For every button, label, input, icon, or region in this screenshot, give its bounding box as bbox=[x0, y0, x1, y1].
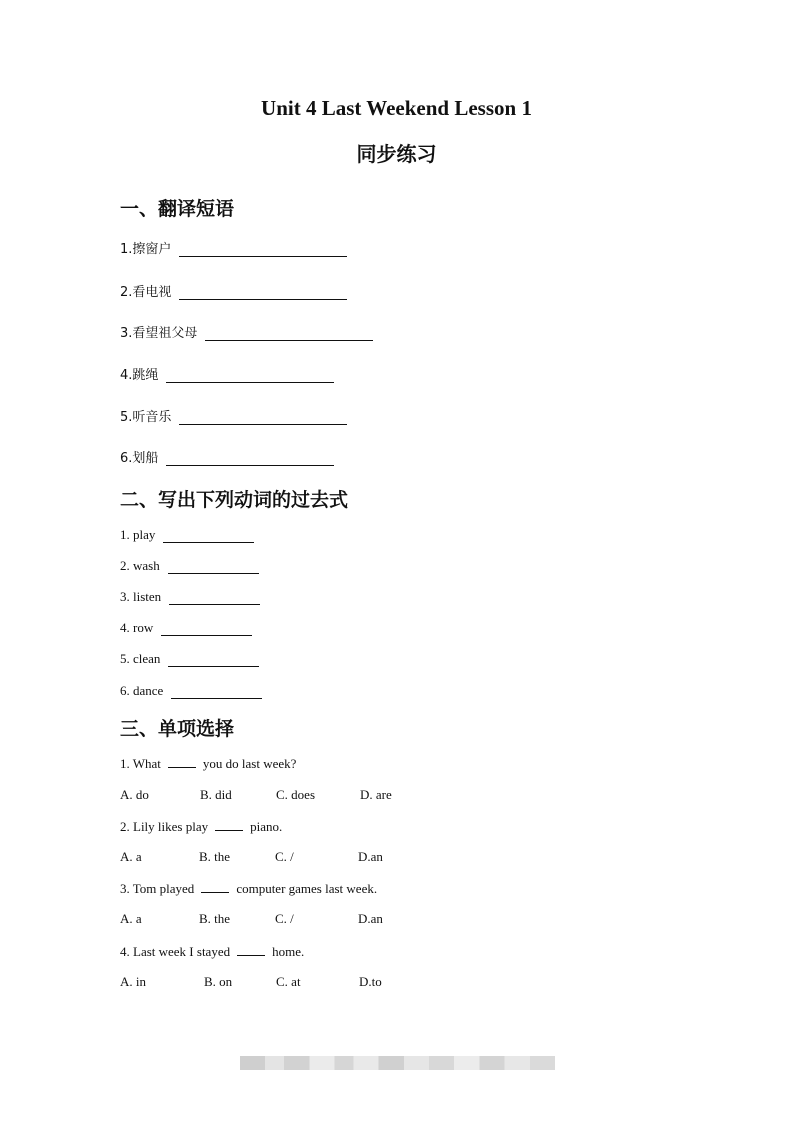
translate-item-4 bbox=[120, 364, 334, 383]
item-label: 4.跳绳 bbox=[120, 368, 159, 383]
item-label: 1.擦窗户 bbox=[120, 242, 172, 257]
translate-item-3 bbox=[120, 322, 373, 341]
question-text-after: home. bbox=[272, 944, 305, 959]
translate-item-6 bbox=[120, 447, 334, 466]
option-c[interactable]: C. does bbox=[276, 787, 315, 802]
answer-blank[interactable] bbox=[168, 560, 259, 574]
item-label: 3. listen bbox=[120, 589, 162, 604]
mcq-question-2 bbox=[120, 818, 282, 835]
worksheet-title: Unit 4 Last Weekend Lesson 1 bbox=[261, 96, 532, 120]
question-text-after: you do last week? bbox=[202, 756, 297, 771]
option-b[interactable]: B. on bbox=[204, 974, 233, 989]
translate-item-5 bbox=[120, 406, 347, 425]
answer-blank[interactable] bbox=[237, 943, 265, 956]
answer-blank[interactable] bbox=[168, 755, 196, 768]
item-label: 6. dance bbox=[120, 683, 164, 698]
verb-item-5 bbox=[120, 651, 259, 667]
translate-item-2 bbox=[120, 281, 347, 300]
option-a[interactable]: A. a bbox=[120, 849, 142, 864]
option-d[interactable]: D.an bbox=[358, 911, 383, 926]
option-d[interactable]: D.an bbox=[358, 849, 383, 864]
item-label: 5. clean bbox=[120, 651, 161, 666]
verb-item-1 bbox=[120, 527, 254, 543]
section2-heading: 二、写出下列动词的过去式 bbox=[120, 489, 349, 511]
blurred-footer-watermark bbox=[240, 1056, 555, 1070]
item-label: 6.划船 bbox=[120, 451, 159, 466]
question-text-before: 1. What bbox=[120, 756, 161, 771]
verb-item-6 bbox=[120, 683, 262, 699]
item-label: 5.听音乐 bbox=[120, 410, 172, 425]
translate-item-1 bbox=[120, 238, 347, 257]
question-text-before: 4. Last week I stayed bbox=[120, 944, 231, 959]
item-label: 3.看望祖父母 bbox=[120, 326, 198, 341]
question-text-before: 2. Lily likes play bbox=[120, 819, 209, 834]
verb-item-4 bbox=[120, 620, 252, 636]
answer-blank[interactable] bbox=[166, 369, 334, 383]
verb-item-3 bbox=[120, 589, 260, 605]
answer-blank[interactable] bbox=[171, 685, 262, 699]
item-label: 1. play bbox=[120, 527, 156, 542]
mcq-question-1 bbox=[120, 755, 296, 772]
option-a[interactable]: A. a bbox=[120, 911, 142, 926]
answer-blank[interactable] bbox=[161, 622, 252, 636]
item-label: 4. row bbox=[120, 620, 154, 635]
option-b[interactable]: B. the bbox=[199, 849, 231, 864]
option-d[interactable]: D. are bbox=[360, 787, 392, 802]
option-b[interactable]: B. the bbox=[199, 911, 231, 926]
answer-blank[interactable] bbox=[179, 411, 347, 425]
option-c[interactable]: C. / bbox=[275, 911, 294, 926]
answer-blank[interactable] bbox=[201, 880, 229, 893]
answer-blank[interactable] bbox=[205, 327, 373, 341]
section3-heading: 三、单项选择 bbox=[120, 718, 235, 740]
worksheet-subtitle: 同步练习 bbox=[356, 142, 437, 166]
mcq-question-4 bbox=[120, 943, 304, 960]
section1-heading: 一、翻译短语 bbox=[120, 198, 235, 220]
item-label: 2.看电视 bbox=[120, 285, 172, 300]
option-a[interactable]: A. do bbox=[120, 787, 149, 802]
question-text-before: 3. Tom played bbox=[120, 881, 195, 896]
answer-blank[interactable] bbox=[166, 452, 334, 466]
option-c[interactable]: C. / bbox=[275, 849, 294, 864]
verb-item-2 bbox=[120, 558, 259, 574]
answer-blank[interactable] bbox=[179, 286, 347, 300]
answer-blank[interactable] bbox=[169, 591, 260, 605]
answer-blank[interactable] bbox=[168, 653, 259, 667]
option-b[interactable]: B. did bbox=[200, 787, 232, 802]
mcq-question-3 bbox=[120, 880, 377, 897]
option-a[interactable]: A. in bbox=[120, 974, 146, 989]
answer-blank[interactable] bbox=[163, 529, 254, 543]
answer-blank[interactable] bbox=[179, 243, 347, 257]
option-c[interactable]: C. at bbox=[276, 974, 301, 989]
option-d[interactable]: D.to bbox=[359, 974, 382, 989]
question-text-after: piano. bbox=[250, 819, 283, 834]
item-label: 2. wash bbox=[120, 558, 160, 573]
answer-blank[interactable] bbox=[215, 818, 243, 831]
question-text-after: computer games last week. bbox=[236, 881, 378, 896]
